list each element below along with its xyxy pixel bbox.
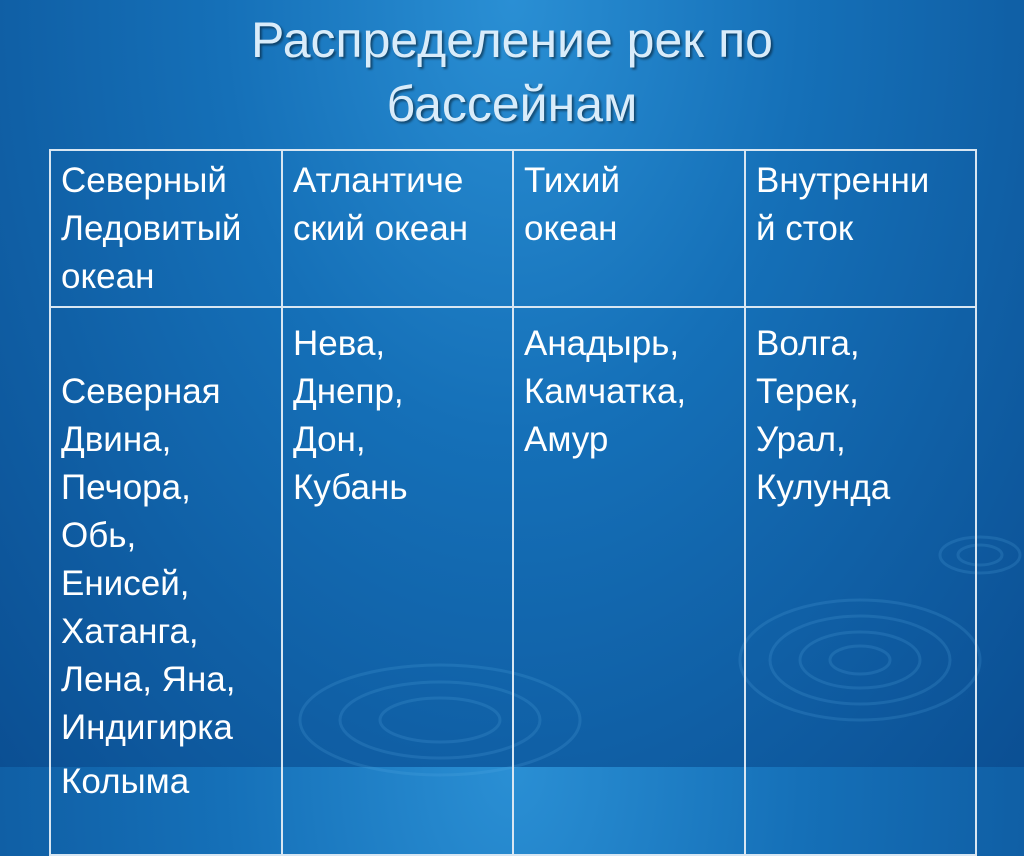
rivers-list-arctic-extra: Колыма bbox=[61, 762, 190, 801]
slide-title-line-2: бассейнам bbox=[386, 76, 638, 132]
rivers-cell-internal: Волга, Терек, Урал, Кулунда bbox=[745, 307, 976, 855]
header-cell-atlantic: Атлантиче ский океан bbox=[282, 150, 513, 307]
rivers-cell-pacific: Анадырь, Камчатка, Амур bbox=[513, 307, 745, 855]
header-cell-arctic: Северный Ледовитый океан bbox=[50, 150, 282, 307]
table-row bbox=[50, 307, 976, 855]
slide-title-line-1: Распределение рек по bbox=[251, 12, 773, 68]
rivers-cell-atlantic: Нева, Днепр, Дон, Кубань bbox=[282, 307, 513, 855]
river-basin-table bbox=[49, 149, 977, 856]
header-cell-pacific: Тихий океан bbox=[513, 150, 745, 307]
header-cell-internal: Внутренни й сток bbox=[745, 150, 976, 307]
rivers-cell-arctic bbox=[50, 307, 282, 855]
slide-title bbox=[0, 8, 1024, 136]
table-header-row bbox=[50, 150, 976, 307]
rivers-list-arctic: Северная Двина, Печора, Обь, Енисей, Хатанга, Лена, Яна, Индигирка bbox=[61, 372, 236, 747]
